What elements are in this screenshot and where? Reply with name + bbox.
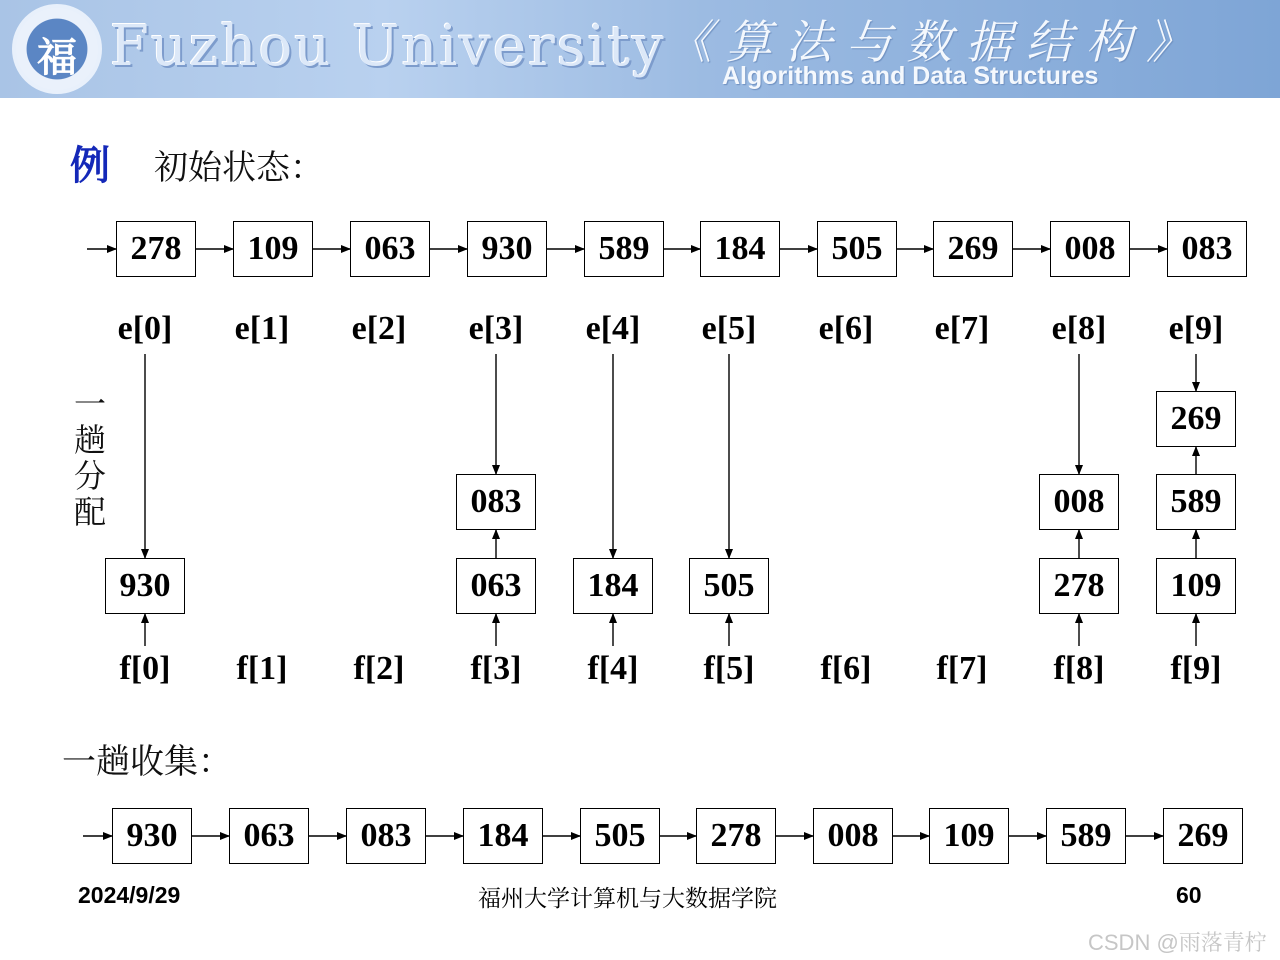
initial-chain-node: 278 [116, 221, 196, 277]
initial-chain-node: 083 [1167, 221, 1247, 277]
initial-chain-node: 505 [817, 221, 897, 277]
bucket-node: 083 [456, 474, 536, 530]
collected-chain-node: 109 [929, 808, 1009, 864]
e-pointer-label: e[9] [1168, 310, 1224, 347]
e-pointer-label: e[6] [818, 310, 874, 347]
initial-chain-node: 930 [467, 221, 547, 277]
bucket-node: 269 [1156, 391, 1236, 447]
f-pointer-label: f[7] [936, 650, 988, 687]
e-pointer-label: e[4] [585, 310, 641, 347]
bucket-node: 278 [1039, 558, 1119, 614]
watermark: CSDN @雨落青柠 [1088, 930, 1267, 955]
initial-chain-node: 063 [350, 221, 430, 277]
initial-chain-node: 184 [700, 221, 780, 277]
collected-chain-node: 269 [1163, 808, 1243, 864]
collected-chain-node: 184 [463, 808, 543, 864]
collected-chain-node: 589 [1046, 808, 1126, 864]
logo-glyph: 福 [37, 34, 77, 81]
f-pointer-label: f[3] [470, 650, 522, 687]
collection-label: 一趟收集： [62, 742, 232, 782]
example-mark: 例 [70, 142, 110, 189]
bucket-node: 109 [1156, 558, 1236, 614]
e-pointer-label: e[7] [934, 310, 990, 347]
e-pointer-label: e[2] [351, 310, 407, 347]
e-pointer-label: e[1] [234, 310, 290, 347]
initial-state-label: 初始状态： [154, 148, 324, 188]
initial-chain-node: 589 [584, 221, 664, 277]
bucket-node: 063 [456, 558, 536, 614]
course-title-en: Algorithms and Data Structures [722, 62, 1099, 90]
bucket-node: 589 [1156, 474, 1236, 530]
initial-chain-node: 269 [933, 221, 1013, 277]
collected-chain-node: 505 [580, 808, 660, 864]
footer-school: 福州大学计算机与大数据学院 [478, 886, 777, 912]
e-pointer-label: e[8] [1051, 310, 1107, 347]
bucket-node: 008 [1039, 474, 1119, 530]
collected-chain-node: 063 [229, 808, 309, 864]
footer-date: 2024/9/29 [78, 882, 181, 908]
e-pointer-label: e[3] [468, 310, 524, 347]
f-pointer-label: f[8] [1053, 650, 1105, 687]
course-title-cn: 《算法与数据结构》 [666, 15, 1206, 69]
collected-chain-node: 083 [346, 808, 426, 864]
footer-page-number: 60 [1176, 882, 1202, 908]
e-pointer-label: e[0] [117, 310, 173, 347]
collected-chain-node: 930 [112, 808, 192, 864]
distribution-label: 一趟分配 [74, 385, 107, 531]
bucket-node: 505 [689, 558, 769, 614]
f-pointer-label: f[0] [119, 650, 171, 687]
f-pointer-label: f[6] [820, 650, 872, 687]
collected-chain-node: 278 [696, 808, 776, 864]
f-pointer-label: f[9] [1170, 650, 1222, 687]
bucket-node: 184 [573, 558, 653, 614]
initial-chain-node: 109 [233, 221, 313, 277]
f-pointer-label: f[2] [353, 650, 405, 687]
bucket-node: 930 [105, 558, 185, 614]
initial-chain-node: 008 [1050, 221, 1130, 277]
f-pointer-label: f[5] [703, 650, 755, 687]
e-pointer-label: e[5] [701, 310, 757, 347]
f-pointer-label: f[4] [587, 650, 639, 687]
university-name: Fuzhou University [110, 14, 666, 79]
collected-chain-node: 008 [813, 808, 893, 864]
f-pointer-label: f[1] [236, 650, 288, 687]
